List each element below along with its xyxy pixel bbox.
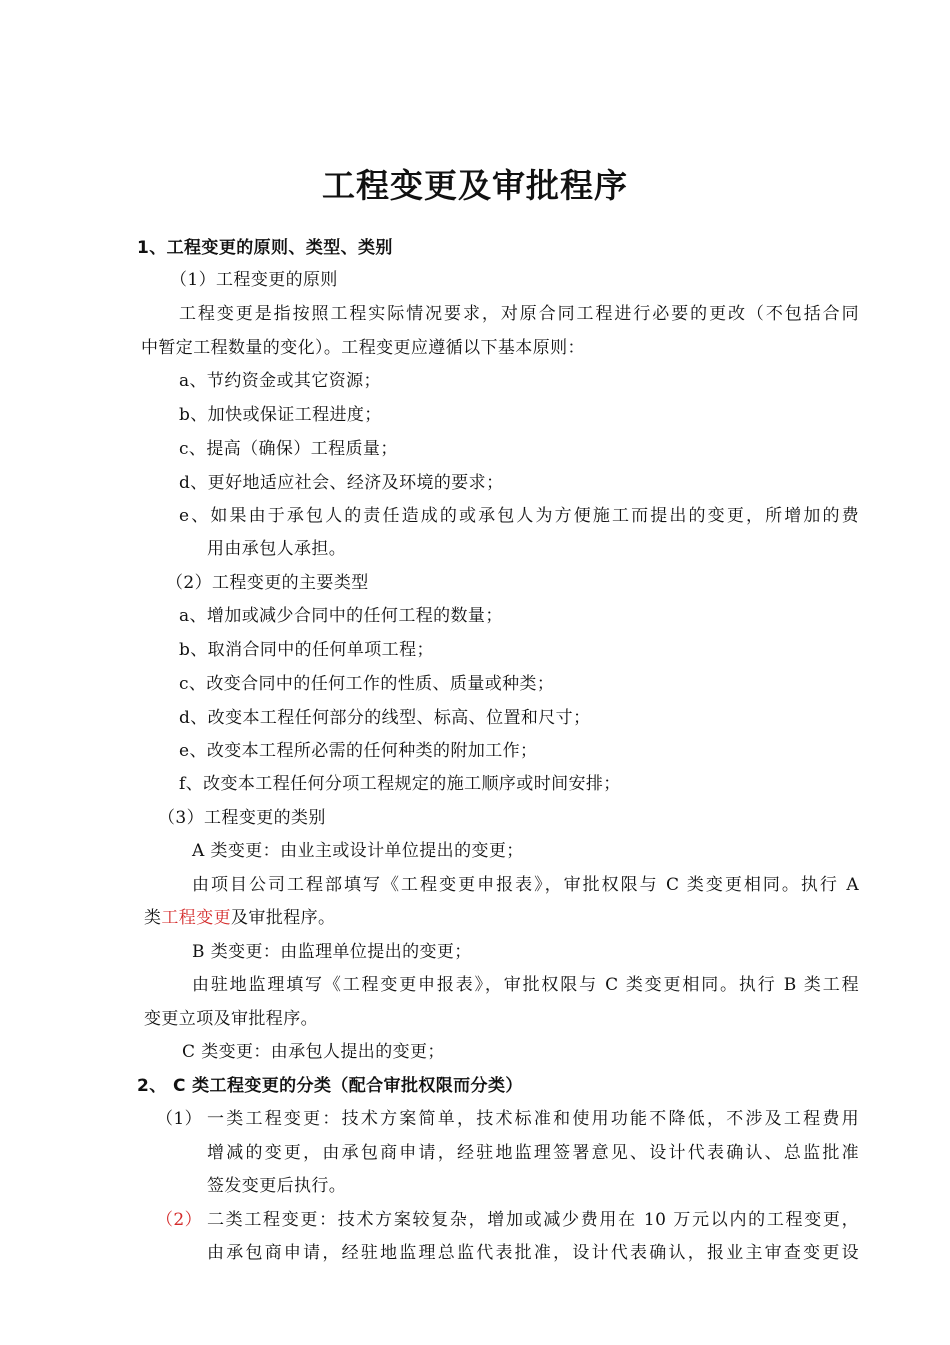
principle-item-c: c、提高（确保）工程质量； bbox=[179, 439, 398, 459]
type-item-a: a、增加或减少合同中的任何工程的数量； bbox=[179, 606, 503, 626]
section2-item2-num: （2） bbox=[156, 1210, 203, 1230]
type-item-c: c、改变合同中的任何工作的性质、质量或种类； bbox=[179, 674, 555, 694]
category-a-desc-line1: 由项目公司工程部填写《工程变更申报表》，审批权限与 C 类变更相同。执行 A bbox=[192, 875, 859, 895]
category-b-desc-line1: 由驻地监理填写《工程变更申报表》，审批权限与 C 类变更相同。执行 B 类工程 bbox=[192, 975, 859, 995]
sub2-heading: （2）工程变更的主要类型 bbox=[166, 573, 369, 593]
section2-item1-line2: 增减的变更，由承包商申请，经驻地监理签署意见、设计代表确认、总监批准 bbox=[207, 1143, 859, 1163]
engineering-change-link[interactable]: 工程变更 bbox=[161, 908, 232, 928]
section1-heading: 1、工程变更的原则、类型、类别 bbox=[137, 238, 393, 258]
category-c-title: C 类变更：由承包人提出的变更； bbox=[182, 1042, 445, 1062]
category-a-desc-post: 及审批程序。 bbox=[231, 908, 336, 928]
sub1-paragraph-line1: 工程变更是指按照工程实际情况要求，对原合同工程进行必要的更改（不包括合同 bbox=[179, 304, 859, 324]
type-item-d: d、改变本工程任何部分的线型、标高、位置和尺寸； bbox=[179, 708, 591, 728]
sub3-heading: （3）工程变更的类别 bbox=[158, 808, 326, 828]
category-a-desc-line2 bbox=[144, 906, 335, 930]
type-item-f: f、改变本工程任何分项工程规定的施工顺序或时间安排； bbox=[179, 774, 621, 794]
type-item-e: e、改变本工程所必需的任何种类的附加工作； bbox=[179, 741, 538, 761]
principle-item-d: d、更好地适应社会、经济及环境的要求； bbox=[179, 473, 504, 493]
sub1-heading: （1）工程变更的原则 bbox=[170, 270, 338, 290]
section2-item1-num: （1） bbox=[156, 1109, 203, 1129]
section2-item2-line2: 由承包商申请，经驻地监理总监代表批准，设计代表确认，报业主审查变更设 bbox=[207, 1243, 859, 1263]
section2-item1-line1: 一类工程变更：技术方案简单，技术标准和使用功能不降低，不涉及工程费用 bbox=[207, 1109, 859, 1129]
page-title: 工程变更及审批程序 bbox=[322, 166, 628, 205]
category-b-title: B 类变更：由监理单位提出的变更； bbox=[192, 942, 472, 962]
section2-item2-line1: 二类工程变更：技术方案较复杂，增加或减少费用在 10 万元以内的工程变更， bbox=[207, 1210, 859, 1230]
category-a-desc-pre: 类 bbox=[144, 908, 162, 928]
principle-item-e-cont: 用由承包人承担。 bbox=[207, 539, 347, 559]
category-b-desc-line2: 变更立项及审批程序。 bbox=[144, 1009, 318, 1029]
sub1-paragraph-line2: 中暂定工程数量的变化）。工程变更应遵循以下基本原则： bbox=[141, 338, 585, 358]
section2-heading: 2、 C 类工程变更的分类（配合审批权限而分类） bbox=[137, 1076, 523, 1096]
principle-item-a: a、节约资金或其它资源； bbox=[179, 371, 381, 391]
category-a-title: A 类变更：由业主或设计单位提出的变更； bbox=[192, 841, 524, 861]
section2-item1-line3: 签发变更后执行。 bbox=[207, 1176, 347, 1196]
type-item-b: b、取消合同中的任何单项工程； bbox=[179, 640, 434, 660]
principle-item-b: b、加快或保证工程进度； bbox=[179, 405, 382, 425]
principle-item-e: e、如果由于承包人的责任造成的或承包人为方便施工而提出的变更，所增加的费 bbox=[179, 506, 859, 526]
